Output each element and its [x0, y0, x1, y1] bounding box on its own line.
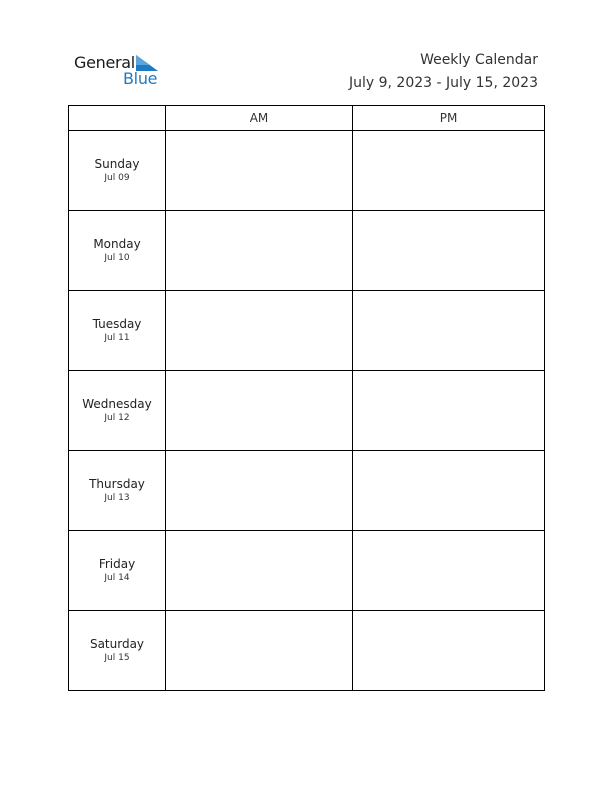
pm-slot[interactable]: [353, 611, 545, 691]
pm-slot[interactable]: [353, 451, 545, 531]
document-header: [349, 51, 538, 93]
day-row-sunday: [69, 131, 545, 211]
day-row-friday: [69, 531, 545, 611]
pm-slot[interactable]: [353, 131, 545, 211]
pm-slot[interactable]: [353, 291, 545, 371]
day-label-cell: [69, 531, 166, 611]
day-row-monday: [69, 211, 545, 291]
header-corner-cell: [69, 106, 166, 131]
day-date: Jul 12: [104, 413, 130, 423]
date-range: July 9, 2023 - July 15, 2023: [349, 75, 538, 91]
day-label-cell: [69, 291, 166, 371]
pm-slot[interactable]: [353, 371, 545, 451]
am-slot[interactable]: [166, 371, 353, 451]
weekly-calendar-table: [68, 105, 545, 691]
am-slot[interactable]: [166, 531, 353, 611]
day-row-saturday: [69, 611, 545, 691]
column-header-pm: PM: [353, 106, 545, 131]
column-header-am: AM: [166, 106, 353, 131]
brand-logo: [74, 53, 164, 89]
am-slot[interactable]: [166, 611, 353, 691]
day-row-tuesday: [69, 291, 545, 371]
day-date: Jul 15: [104, 653, 130, 663]
am-slot[interactable]: [166, 211, 353, 291]
day-label-cell: [69, 611, 166, 691]
day-row-thursday: [69, 451, 545, 531]
day-date: Jul 11: [104, 333, 130, 343]
day-name: Tuesday: [92, 317, 142, 331]
day-label-cell: [69, 451, 166, 531]
pm-slot[interactable]: [353, 211, 545, 291]
day-date: Jul 10: [104, 253, 130, 263]
day-name: Monday: [93, 237, 141, 251]
day-name: Saturday: [89, 637, 145, 651]
day-name: Thursday: [89, 477, 145, 491]
header-row: [69, 106, 545, 131]
day-row-wednesday: [69, 371, 545, 451]
day-label-cell: [69, 131, 166, 211]
am-slot[interactable]: [166, 451, 353, 531]
day-date: Jul 13: [104, 493, 130, 503]
day-date: Jul 09: [104, 173, 130, 183]
day-date: Jul 14: [104, 573, 130, 583]
am-slot[interactable]: [166, 291, 353, 371]
day-name: Friday: [98, 557, 136, 571]
day-label-cell: [69, 371, 166, 451]
day-name: Sunday: [94, 157, 140, 171]
am-slot[interactable]: [166, 131, 353, 211]
day-name: Wednesday: [82, 397, 152, 411]
logo-word-general: General: [74, 53, 135, 72]
day-label-cell: [69, 211, 166, 291]
logo-word-blue: Blue: [123, 69, 158, 88]
page-title: Weekly Calendar: [420, 52, 538, 68]
pm-slot[interactable]: [353, 531, 545, 611]
